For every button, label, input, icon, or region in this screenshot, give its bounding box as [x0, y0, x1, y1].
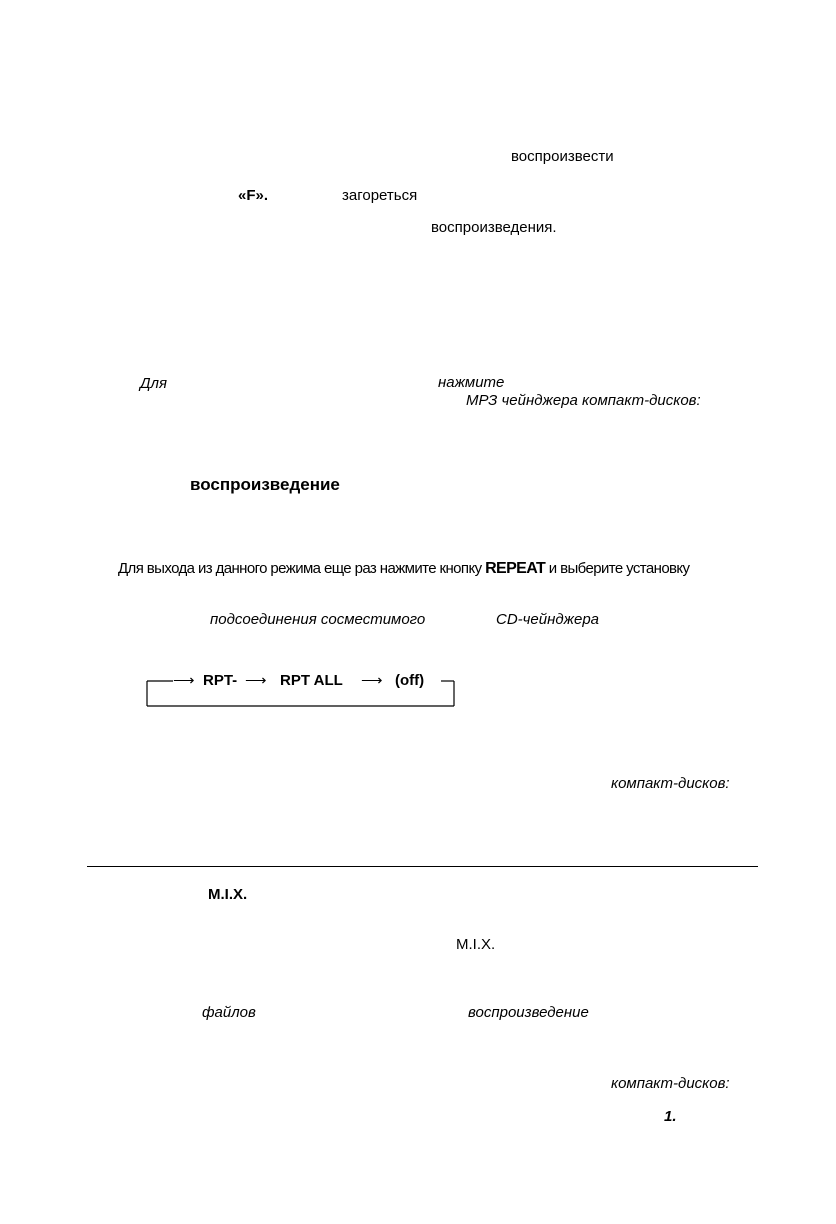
word-nazhmite: нажмите [438, 374, 505, 391]
section-heading-playback: воспроизведение [190, 475, 340, 494]
word-zagoretsya: загореться [342, 187, 418, 204]
changer-tail-1: компакт-дисков: [611, 775, 730, 792]
mode-rpt: RPT- [203, 672, 238, 689]
changer-line: МРЗ чейнджера компакт-дисков: [466, 392, 701, 409]
repeat-key-label: REPEAT [485, 560, 546, 577]
exit-instruction-post: и выберите установку [548, 560, 690, 577]
arrow-right-icon: ⟶ [245, 672, 267, 689]
changer-tail-2: компакт-дисков: [611, 1075, 730, 1092]
word-vosproizvedeniya: воспроизведения. [431, 219, 557, 236]
word-playback: воспроизведение [468, 1004, 589, 1021]
letter-f-marker: «F». [238, 187, 269, 204]
mode-rpt-all: RPT ALL [280, 672, 343, 689]
cd-changer-label: CD-чейнджера [496, 611, 600, 628]
mix-label: M.I.X. [456, 936, 496, 953]
exit-instruction [118, 561, 689, 577]
word-vosproizvesti: воспроизвести [511, 148, 614, 165]
repeat-cycle-diagram [145, 668, 460, 710]
word-files: файлов [202, 1004, 256, 1021]
exit-instruction-pre: Для выхода из данного режима еще раз нажмите кнопку [118, 560, 482, 577]
mode-off: (off) [395, 672, 425, 689]
section-divider [87, 866, 758, 867]
connect-phrase: подсоединения сосместимого [210, 611, 426, 628]
mix-heading: M.I.X. [208, 886, 248, 903]
arrow-right-icon: ⟶ [173, 672, 195, 689]
word-dlya: Для [140, 375, 168, 392]
step-number: 1. [664, 1108, 677, 1125]
arrow-right-icon: ⟶ [361, 672, 383, 689]
